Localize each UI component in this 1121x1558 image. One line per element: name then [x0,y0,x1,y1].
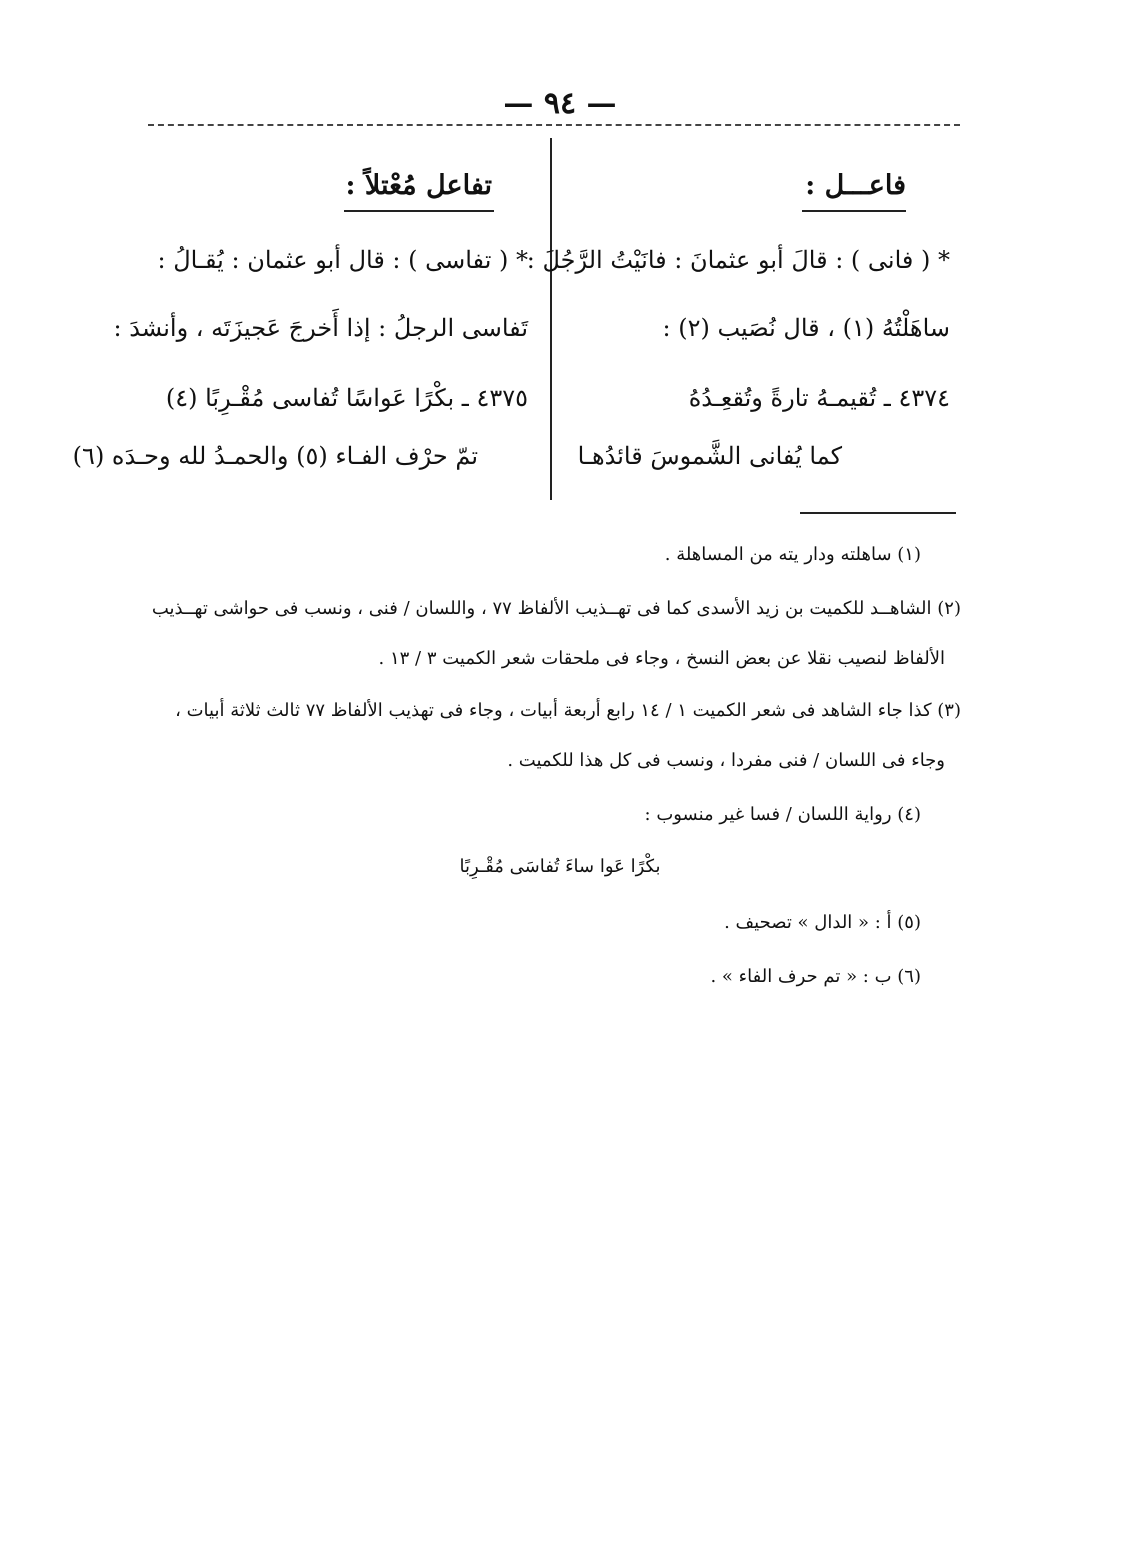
footnote: (٤) رواية اللسان / فسا غير منسوب : [644,804,921,825]
left-column [72,150,538,490]
footnote: (٦) ب : « تم حرف الفاء » . [710,966,921,987]
left-heading-underline [344,210,494,212]
column-divider [550,138,552,500]
left-column-line: تمّ حرْف الفـاء (٥) والحمـدُ لله وحـدَه (٦) [72,442,478,470]
footnote-rule [800,512,956,514]
left-column-line: * ( تفاسى ) : قال أبو عثمان : يُقـالُ : [157,246,528,274]
left-column-heading: تفاعل مُعْتلاً : [345,170,492,201]
right-heading-underline [802,210,906,212]
footnote: (٥) أ : « الدال » تصحيف . [724,912,921,933]
footnote: (٣) كذا جاء الشاهد فى شعر الكميت ١ / ١٤ رابع أربعة أبيات ، وجاء فى تهذيب الألفاظ ٧٧ ثالث ثلاثة أبيات ، [175,700,961,721]
left-column-line: تَفاسى الرجلُ : إذا أَخرجَ عَجيزَتَه ، وأنشدَ : [113,314,528,342]
footnote: (١) ساهلته ودار يته من المساهلة . [664,544,921,565]
left-column-line: ٤٣٧٥ ـ بكْرًا عَواسًا تُفاسى مُقْـرِبًا (٤) [165,384,528,412]
right-column-line: كما يُفانى الشَّموسَ قائدُهـا [577,442,842,470]
right-column [526,150,950,490]
right-column-heading: فاعـــل : [805,170,906,201]
right-column-line: ٤٣٧٤ ـ تُقيمـهُ تارةً وتُقعِـدُهُ [688,384,950,412]
footnote-continuation: وجاء فى اللسان / فنى مفردا ، ونسب فى كل هذا للكميت . [507,750,945,771]
right-column-line: ساهَلْتُهُ (١) ، قال نُصَيب (٢) : [662,314,950,342]
page-number: — ٩٤ — [503,86,617,121]
footnote-continuation: الألفاظ لنصيب نقلا عن بعض النسخ ، وجاء فى ملحقات شعر الكميت ٣ / ١٣ . [378,648,945,669]
footnote: (٢) الشاهــد للكميت بن زيد الأسدى كما فى تهــذيب الألفاظ ٧٧ ، واللسان / فنى ، ونسب فى حواشى تهــذيب [151,598,961,619]
right-column-line: * ( فانى ) : قالَ أبو عثمانَ : فانَيْتُ الرَّجُلَ : [526,246,950,274]
header-rule [148,124,960,126]
footnote-verse: بكْرًا عَوا ساءَ تُفاسَى مُقْـرِبًا [459,856,661,877]
